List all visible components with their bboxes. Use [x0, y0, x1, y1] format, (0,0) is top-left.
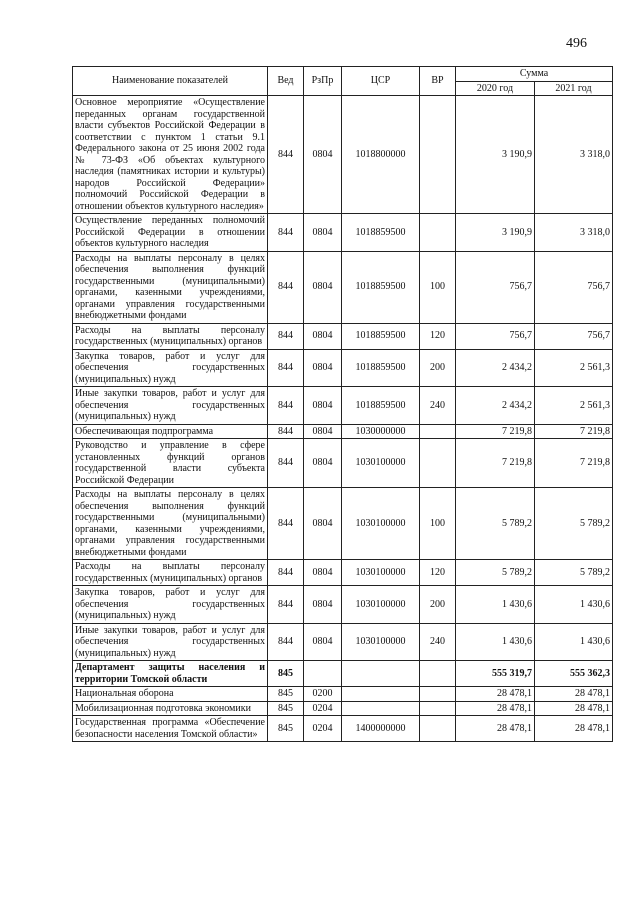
cell-csr: 1030100000 [342, 439, 420, 488]
cell-ved: 844 [268, 96, 304, 214]
table-row [73, 716, 613, 742]
cell-name: Руководство и управление в сфере установленных функций органов государственной власти субъекта Российской Федерации [73, 439, 268, 488]
cell-vr: 120 [420, 323, 456, 349]
cell-rzpr [304, 661, 342, 687]
cell-amount-2020: 5 789,2 [456, 560, 535, 586]
cell-amount-2021: 2 561,3 [535, 349, 613, 387]
cell-amount-2021: 756,7 [535, 251, 613, 323]
table-row [73, 214, 613, 252]
cell-name: Иные закупки товаров, работ и услуг для обеспечения государственных (муниципальных) нужд [73, 387, 268, 425]
cell-name: Закупка товаров, работ и услуг для обеспечения государственных (муниципальных) нужд [73, 349, 268, 387]
cell-amount-2020: 1 430,6 [456, 586, 535, 624]
table-row [73, 560, 613, 586]
table-row [73, 687, 613, 702]
cell-amount-2021: 3 318,0 [535, 96, 613, 214]
cell-ved: 844 [268, 323, 304, 349]
cell-vr [420, 439, 456, 488]
cell-vr: 200 [420, 349, 456, 387]
cell-rzpr: 0204 [304, 716, 342, 742]
cell-ved: 844 [268, 424, 304, 439]
cell-name: Расходы на выплаты персоналу государственных (муниципальных) органов [73, 323, 268, 349]
cell-amount-2020: 2 434,2 [456, 349, 535, 387]
cell-ved: 845 [268, 687, 304, 702]
header-vr: ВР [420, 67, 456, 96]
cell-ved: 844 [268, 560, 304, 586]
cell-amount-2020: 3 190,9 [456, 96, 535, 214]
cell-amount-2021: 28 478,1 [535, 716, 613, 742]
cell-vr: 240 [420, 623, 456, 661]
cell-amount-2021: 756,7 [535, 323, 613, 349]
cell-rzpr: 0804 [304, 560, 342, 586]
cell-name: Закупка товаров, работ и услуг для обеспечения государственных (муниципальных) нужд [73, 586, 268, 624]
cell-amount-2021: 1 430,6 [535, 623, 613, 661]
table-row [73, 424, 613, 439]
cell-rzpr: 0204 [304, 701, 342, 716]
table-row [73, 439, 613, 488]
cell-rzpr: 0804 [304, 349, 342, 387]
cell-amount-2020: 28 478,1 [456, 687, 535, 702]
cell-rzpr: 0804 [304, 387, 342, 425]
cell-amount-2021: 2 561,3 [535, 387, 613, 425]
cell-csr: 1030100000 [342, 623, 420, 661]
budget-table [72, 66, 613, 742]
page-number: 496 [566, 36, 587, 51]
cell-csr: 1030100000 [342, 560, 420, 586]
cell-rzpr: 0804 [304, 251, 342, 323]
cell-csr: 1030100000 [342, 488, 420, 560]
table-row [73, 323, 613, 349]
cell-amount-2021: 28 478,1 [535, 687, 613, 702]
cell-rzpr: 0804 [304, 488, 342, 560]
cell-csr: 1018800000 [342, 96, 420, 214]
cell-csr [342, 701, 420, 716]
table-row [73, 349, 613, 387]
cell-name: Обеспечивающая подпрограмма [73, 424, 268, 439]
table-row [73, 488, 613, 560]
cell-vr: 200 [420, 586, 456, 624]
cell-amount-2021: 3 318,0 [535, 214, 613, 252]
cell-name: Осуществление переданных полномочий Российской Федерации в отношении объектов культурного наследия [73, 214, 268, 252]
cell-ved: 845 [268, 701, 304, 716]
cell-name: Расходы на выплаты персоналу государственных (муниципальных) органов [73, 560, 268, 586]
cell-ved: 844 [268, 214, 304, 252]
cell-amount-2021: 5 789,2 [535, 488, 613, 560]
header-name: Наименование показателей [73, 67, 268, 96]
cell-amount-2020: 28 478,1 [456, 701, 535, 716]
cell-csr: 1030000000 [342, 424, 420, 439]
cell-rzpr: 0804 [304, 439, 342, 488]
cell-amount-2020: 555 319,7 [456, 661, 535, 687]
cell-rzpr: 0804 [304, 96, 342, 214]
cell-name: Государственная программа «Обеспечение безопасности населения Томской области» [73, 716, 268, 742]
table-row [73, 586, 613, 624]
cell-amount-2020: 3 190,9 [456, 214, 535, 252]
cell-vr [420, 716, 456, 742]
cell-amount-2020: 7 219,8 [456, 424, 535, 439]
cell-rzpr: 0804 [304, 623, 342, 661]
header-csr: ЦСР [342, 67, 420, 96]
cell-name: Национальная оборона [73, 687, 268, 702]
header-ved: Вед [268, 67, 304, 96]
table-row [73, 623, 613, 661]
cell-amount-2020: 28 478,1 [456, 716, 535, 742]
cell-amount-2021: 7 219,8 [535, 439, 613, 488]
cell-ved: 844 [268, 349, 304, 387]
cell-csr: 1018859500 [342, 323, 420, 349]
cell-amount-2020: 1 430,6 [456, 623, 535, 661]
cell-rzpr: 0804 [304, 586, 342, 624]
cell-rzpr: 0804 [304, 424, 342, 439]
cell-amount-2021: 5 789,2 [535, 560, 613, 586]
cell-amount-2021: 1 430,6 [535, 586, 613, 624]
cell-amount-2021: 555 362,3 [535, 661, 613, 687]
cell-vr: 100 [420, 251, 456, 323]
cell-ved: 844 [268, 439, 304, 488]
table-row [73, 387, 613, 425]
table-row [73, 701, 613, 716]
cell-csr [342, 687, 420, 702]
header-year-2021: 2021 год [535, 81, 613, 96]
header-rzpr: РзПр [304, 67, 342, 96]
cell-csr: 1018859500 [342, 251, 420, 323]
cell-amount-2020: 7 219,8 [456, 439, 535, 488]
table-header [73, 67, 613, 96]
cell-amount-2020: 2 434,2 [456, 387, 535, 425]
cell-vr [420, 424, 456, 439]
cell-name: Департамент защиты населения и территории Томской области [73, 661, 268, 687]
cell-vr [420, 661, 456, 687]
cell-rzpr: 0804 [304, 214, 342, 252]
table-row [73, 251, 613, 323]
cell-name: Расходы на выплаты персоналу в целях обеспечения выполнения функций государственными (муниципальными) органами, казенными учреждениями, органами управления государственными внебюджетными фондами [73, 488, 268, 560]
cell-amount-2020: 756,7 [456, 251, 535, 323]
header-year-2020: 2020 год [456, 81, 535, 96]
table-row [73, 96, 613, 214]
table-body [73, 96, 613, 742]
cell-csr [342, 661, 420, 687]
cell-vr: 100 [420, 488, 456, 560]
cell-ved: 844 [268, 488, 304, 560]
cell-csr: 1018859500 [342, 349, 420, 387]
cell-vr [420, 701, 456, 716]
cell-amount-2020: 756,7 [456, 323, 535, 349]
cell-amount-2020: 5 789,2 [456, 488, 535, 560]
cell-vr: 240 [420, 387, 456, 425]
cell-amount-2021: 7 219,8 [535, 424, 613, 439]
cell-vr [420, 687, 456, 702]
cell-rzpr: 0200 [304, 687, 342, 702]
cell-ved: 845 [268, 661, 304, 687]
cell-csr: 1400000000 [342, 716, 420, 742]
cell-name: Основное мероприятие «Осуществление переданных органам государственной власти субъектов Российской Федерации в соответствии с пунктом 1 статьи 9.1 Федерального закона от 25 июня 2002 года № 73-ФЗ «Об объектах культурного наследия (памятниках истории и культуры) народов Российской Федерации» полномочий Российской Федерации в отношении объектов культурного наследия» [73, 96, 268, 214]
cell-ved: 844 [268, 387, 304, 425]
cell-ved: 844 [268, 251, 304, 323]
table-row [73, 661, 613, 687]
cell-ved: 844 [268, 586, 304, 624]
cell-vr [420, 214, 456, 252]
cell-csr: 1030100000 [342, 586, 420, 624]
cell-name: Иные закупки товаров, работ и услуг для обеспечения государственных (муниципальных) нужд [73, 623, 268, 661]
cell-vr: 120 [420, 560, 456, 586]
cell-name: Мобилизационная подготовка экономики [73, 701, 268, 716]
cell-ved: 844 [268, 623, 304, 661]
cell-name: Расходы на выплаты персоналу в целях обеспечения выполнения функций государственными (муниципальными) органами, казенными учреждениями, органами управления государственными внебюджетными фондами [73, 251, 268, 323]
cell-vr [420, 96, 456, 214]
cell-csr: 1018859500 [342, 214, 420, 252]
cell-amount-2021: 28 478,1 [535, 701, 613, 716]
cell-csr: 1018859500 [342, 387, 420, 425]
cell-ved: 845 [268, 716, 304, 742]
header-sum: Сумма [456, 67, 613, 82]
cell-rzpr: 0804 [304, 323, 342, 349]
